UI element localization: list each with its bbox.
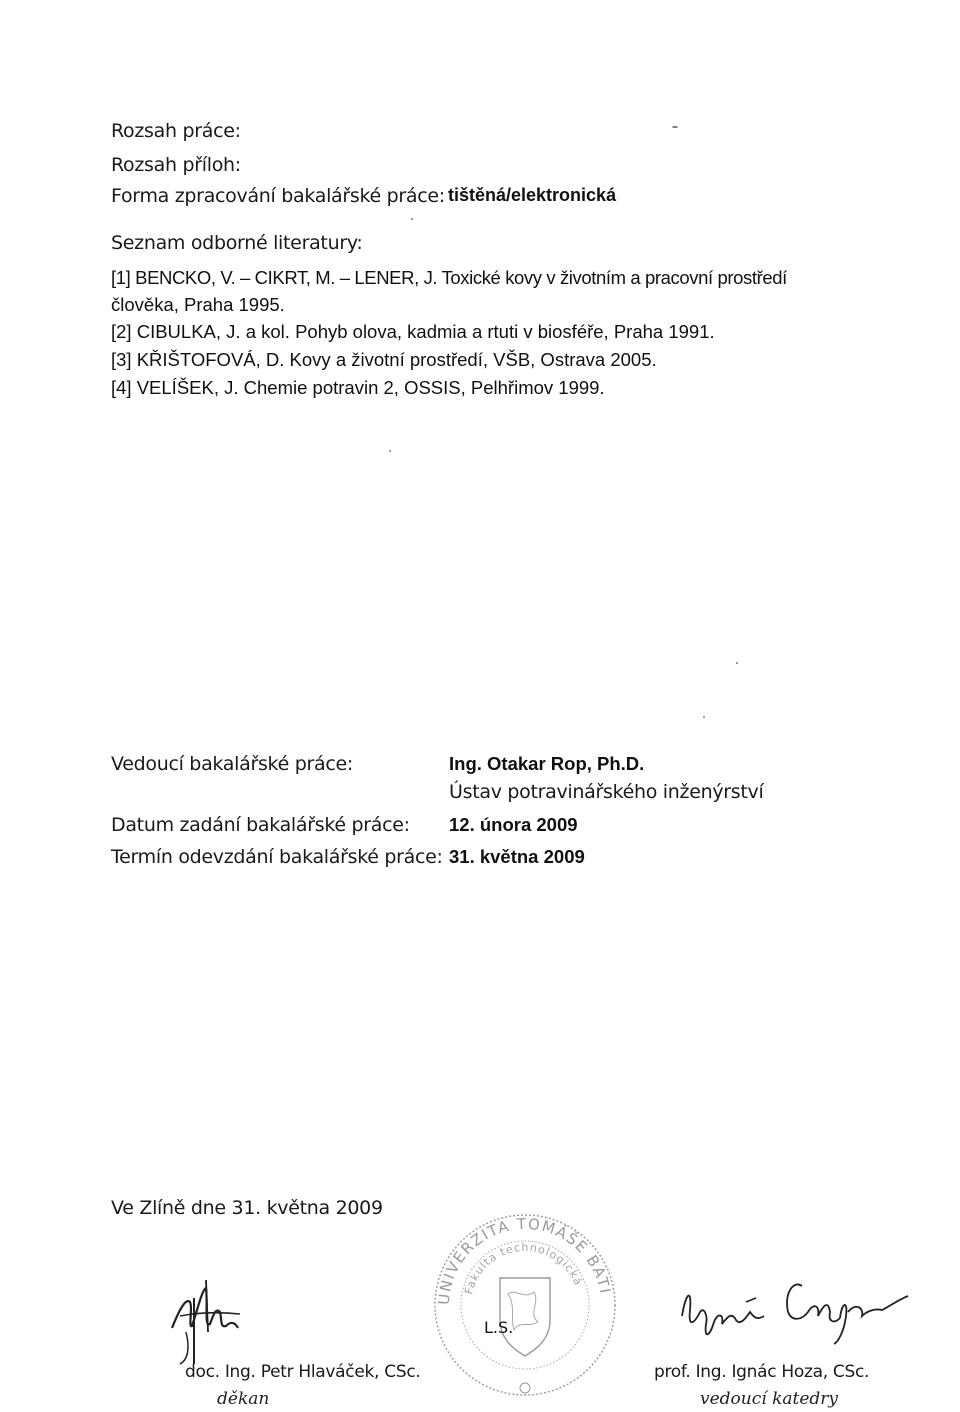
dean-signature: [150, 1268, 260, 1368]
supervisor-name: Ing. Otakar Rop, Ph.D.: [449, 753, 645, 774]
reference-number: [4]: [111, 377, 132, 398]
stamp-inner-text: Fakulta technologická: [462, 1240, 586, 1296]
stamp-text: UNIVERZITA TOMÁŠE BATI VE ZLÍNĚ: [423, 1196, 615, 1306]
scope-label: Rozsah práce:: [111, 120, 241, 142]
attachments-label: Rozsah příloh:: [111, 154, 241, 176]
reference-authors: KŘIŠTOFOVÁ, D.: [136, 349, 285, 370]
literature-heading: Seznam odborné literatury:: [111, 232, 363, 254]
deadline-date: 31. května 2009: [449, 846, 585, 867]
head-signature: [676, 1272, 916, 1348]
reference-authors: VELÍŠEK, J.: [136, 377, 239, 398]
reference-title: Chemie potravin 2, OSSIS, Pelhřimov 1999.: [243, 377, 605, 398]
university-stamp: [423, 1196, 620, 1400]
head-name: prof. Ing. Ignác Hoza, CSc.: [654, 1362, 870, 1382]
deadline-label: Termín odevzdání bakalářské práce:: [111, 846, 443, 868]
reference-2: [111, 321, 715, 343]
reference-1: [111, 267, 787, 289]
assigned-label: Datum zadání bakalářské práce:: [111, 814, 410, 836]
reference-number: [2]: [111, 321, 132, 342]
supervisor-label: Vedoucí bakalářské práce:: [111, 753, 353, 775]
form-label: Forma zpracování bakalářské práce:: [111, 185, 445, 207]
reference-authors: CIBULKA, J. a kol.: [136, 321, 290, 342]
reference-title: Kovy a životní prostředí, VŠB, Ostrava 2005.: [289, 349, 657, 370]
scan-speck: [411, 218, 413, 220]
reference-1-continuation: člověka, Praha 1995.: [111, 294, 285, 315]
reference-number: [3]: [111, 349, 132, 370]
reference-3: [111, 349, 657, 371]
stamp-mark: L.S.: [484, 1318, 514, 1337]
scan-speck: [389, 450, 391, 452]
form-value: tištěná/elektronická: [448, 185, 617, 205]
svg-text:Fakulta technologická: [462, 1241, 585, 1296]
place-date: Ve Zlíně dne 31. května 2009: [111, 1197, 383, 1219]
reference-title: Toxické kovy v životním a pracovní prostředí: [441, 267, 787, 288]
assigned-date: 12. února 2009: [449, 814, 578, 835]
reference-4: [111, 377, 605, 399]
reference-authors: BENCKO, V. – CIKRT, M. – LENER, J.: [135, 267, 438, 288]
supervisor-institute: Ústav potravinářského inženýrství: [449, 781, 764, 803]
scan-speck: [672, 126, 678, 128]
dean-name: doc. Ing. Petr Hlaváček, CSc.: [185, 1362, 421, 1382]
reference-number: [1]: [111, 267, 131, 288]
head-role: vedoucí katedry: [700, 1389, 839, 1409]
dean-role: děkan: [217, 1389, 270, 1409]
head-signature-text: Ignác Hoza: [676, 1272, 682, 1273]
scan-speck: [736, 662, 738, 664]
reference-title: Pohyb olova, kadmia a rtuti v biosféře, Praha 1991.: [295, 321, 715, 342]
scan-speck: [703, 716, 705, 718]
